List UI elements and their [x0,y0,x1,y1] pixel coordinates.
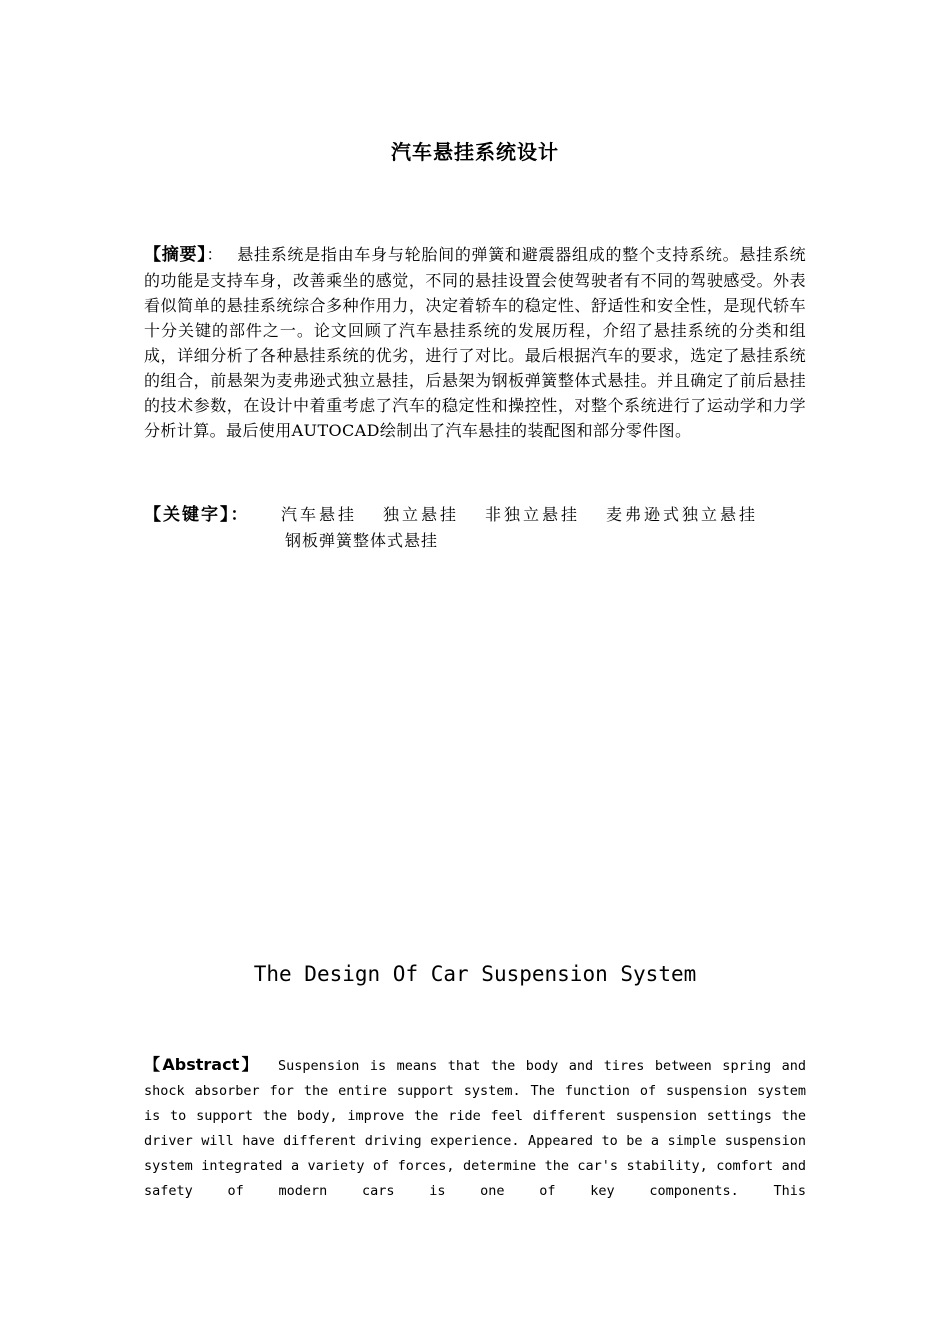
keyword-item: 钢板弹簧整体式悬挂 [285,531,439,550]
english-abstract-text: Suspension is means that the body and tires between spring and shock absorber for the entire support system. The function of suspension system is to support the body, improve the ride feel different suspension settings the driver will have different driving experience. Appeared to be a simple suspension system integrated a variety of forces, determine the car's stability, comfort and safety of modern cars is one of key components. This [144,1058,806,1199]
keywords-list [281,502,806,554]
english-title: The Design Of Car Suspension System [253,962,697,986]
keyword-item: 独立悬挂 [383,505,460,524]
keyword-item: 麦弗逊式独立悬挂 [606,505,759,524]
chinese-title: 汽车悬挂系统设计 [391,140,559,164]
english-abstract-label: 【Abstract】 [144,1055,261,1074]
chinese-abstract-text: 悬挂系统是指由车身与轮胎间的弹簧和避震器组成的整个支持系统。悬挂系统的功能是支持车身，改善乘坐的感觉，不同的悬挂设置会使驾驶者有不同的驾驶感受。外表看似简单的悬挂系统综合多种作用力，决定着轿车的稳定性、舒适性和安全性，是现代轿车十分关键的部件之一。论文回顾了汽车悬挂系统的发展历程，介绍了悬挂系统的分类和组成，详细分析了各种悬挂系统的优劣，进行了对比。最后根据汽车的要求，选定了悬挂系统的组合，前悬架为麦弗逊式独立悬挂，后悬架为钢板弹簧整体式悬挂。并且确定了前后悬挂的技术参数，在设计中着重考虑了汽车的稳定性和操控性，对整个系统进行了运动学和力学分析计算。最后使用AUTOCAD绘制出了汽车悬挂的装配图和部分零件图。 [144,245,807,440]
keywords-label: 【关键字】： [144,505,250,525]
english-abstract [144,1052,806,1204]
chinese-abstract-separator: ： [206,245,224,264]
chinese-abstract-label: 【摘要】 [144,245,207,265]
chinese-abstract [144,242,806,443]
keyword-item: 非独立悬挂 [485,505,581,524]
keyword-item: 汽车悬挂 [281,505,358,524]
